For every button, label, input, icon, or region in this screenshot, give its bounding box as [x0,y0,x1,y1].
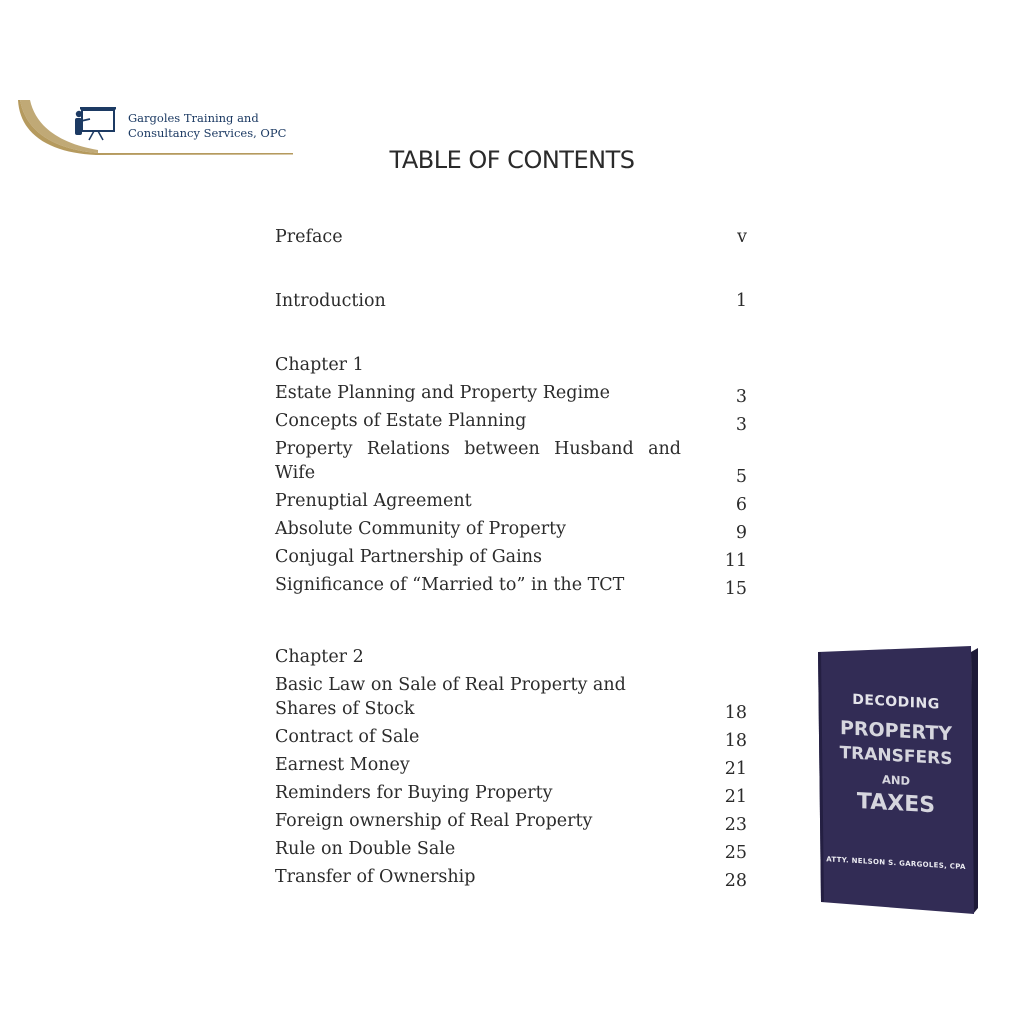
toc-entry-label: Reminders for Buying Property [275,783,553,803]
toc-entry-page: 21 [724,787,747,807]
toc-entry-label: Concepts of Estate Planning [275,411,527,431]
chapter-heading: Chapter 2 [275,647,364,667]
toc-entry [275,865,750,889]
toc-entry-page: 15 [724,579,747,599]
toc-entry-page: 3 [735,415,747,435]
book-author: ATTY. NELSON S. GARGOLES, CPA [826,855,966,872]
toc-entry [275,381,750,405]
toc-entry-page: 1 [735,291,747,311]
book-title-line-2: PROPERTY [839,717,953,746]
toc-entry-introduction [275,289,750,313]
toc-entry [275,673,750,721]
toc-entry [275,753,750,777]
toc-entry-label: Rule on Double Sale [275,839,456,859]
toc-entry-page: 5 [735,467,747,487]
book-cover-text [821,652,971,916]
toc-entry-label: Conjugal Partnership of Gains [275,547,542,567]
toc-introduction [275,289,750,313]
toc-entry [275,725,750,749]
toc-entry [275,437,750,485]
toc-entry-page: 23 [724,815,747,835]
book-title-line-3: TRANSFERS [839,743,953,770]
toc-chapter-1 [275,353,750,597]
logo-text [128,111,286,141]
toc-entry [275,545,750,569]
toc-entry [275,409,750,433]
toc-entry-page: 11 [724,551,747,571]
logo-line-2: Consultancy Services, OPC [128,126,287,140]
toc-chapter-2 [275,645,750,889]
toc-entry [275,573,750,597]
toc-preface [275,225,750,249]
toc-entry-page: 18 [724,703,747,723]
toc-entry-label: Basic Law on Sale of Real Property and Shares of Stock [275,675,626,719]
toc-entry-page: 28 [724,871,747,891]
toc-entry-preface [275,225,750,249]
toc-entry-page: 6 [735,495,747,515]
toc-entry-label: Prenuptial Agreement [275,491,472,511]
book-title-line-1: DECODING [852,691,940,713]
toc-entry-label: Foreign ownership of Real Property [275,811,593,831]
toc-entry-label: Significance of “Married to” in the TCT [275,575,625,595]
toc-entry-label: Preface [275,227,343,247]
book-title-line-4: AND [881,772,911,788]
toc-entry [275,837,750,861]
toc-entry [275,517,750,541]
toc-entry-label: Contract of Sale [275,727,420,747]
toc-entry-label: Introduction [275,291,386,311]
toc-entry-label: Property Relations between Husband and Wife [275,439,681,483]
toc-entry [275,489,750,513]
toc-entry-page: 21 [724,759,747,779]
book-cover-image [818,646,982,914]
toc-entry-page: 18 [724,731,747,751]
toc-entry-label: Estate Planning and Property Regime [275,383,610,403]
toc-entry-label: Transfer of Ownership [275,867,476,887]
toc-entry-label: Absolute Community of Property [275,519,567,539]
toc-entry-label: Earnest Money [275,755,410,775]
toc-entry [275,809,750,833]
chapter-heading: Chapter 1 [275,355,364,375]
toc-entry-page: 9 [735,523,747,543]
book-title-line-5: TAXES [856,789,936,819]
page-title: TABLE OF CONTENTS [389,146,635,174]
toc-entry-page: 25 [724,843,747,863]
toc-entry-page: 3 [735,387,747,407]
toc-entry-page: v [737,227,747,247]
logo-line-1: Gargoles Training and [128,111,259,125]
toc-entry [275,781,750,805]
